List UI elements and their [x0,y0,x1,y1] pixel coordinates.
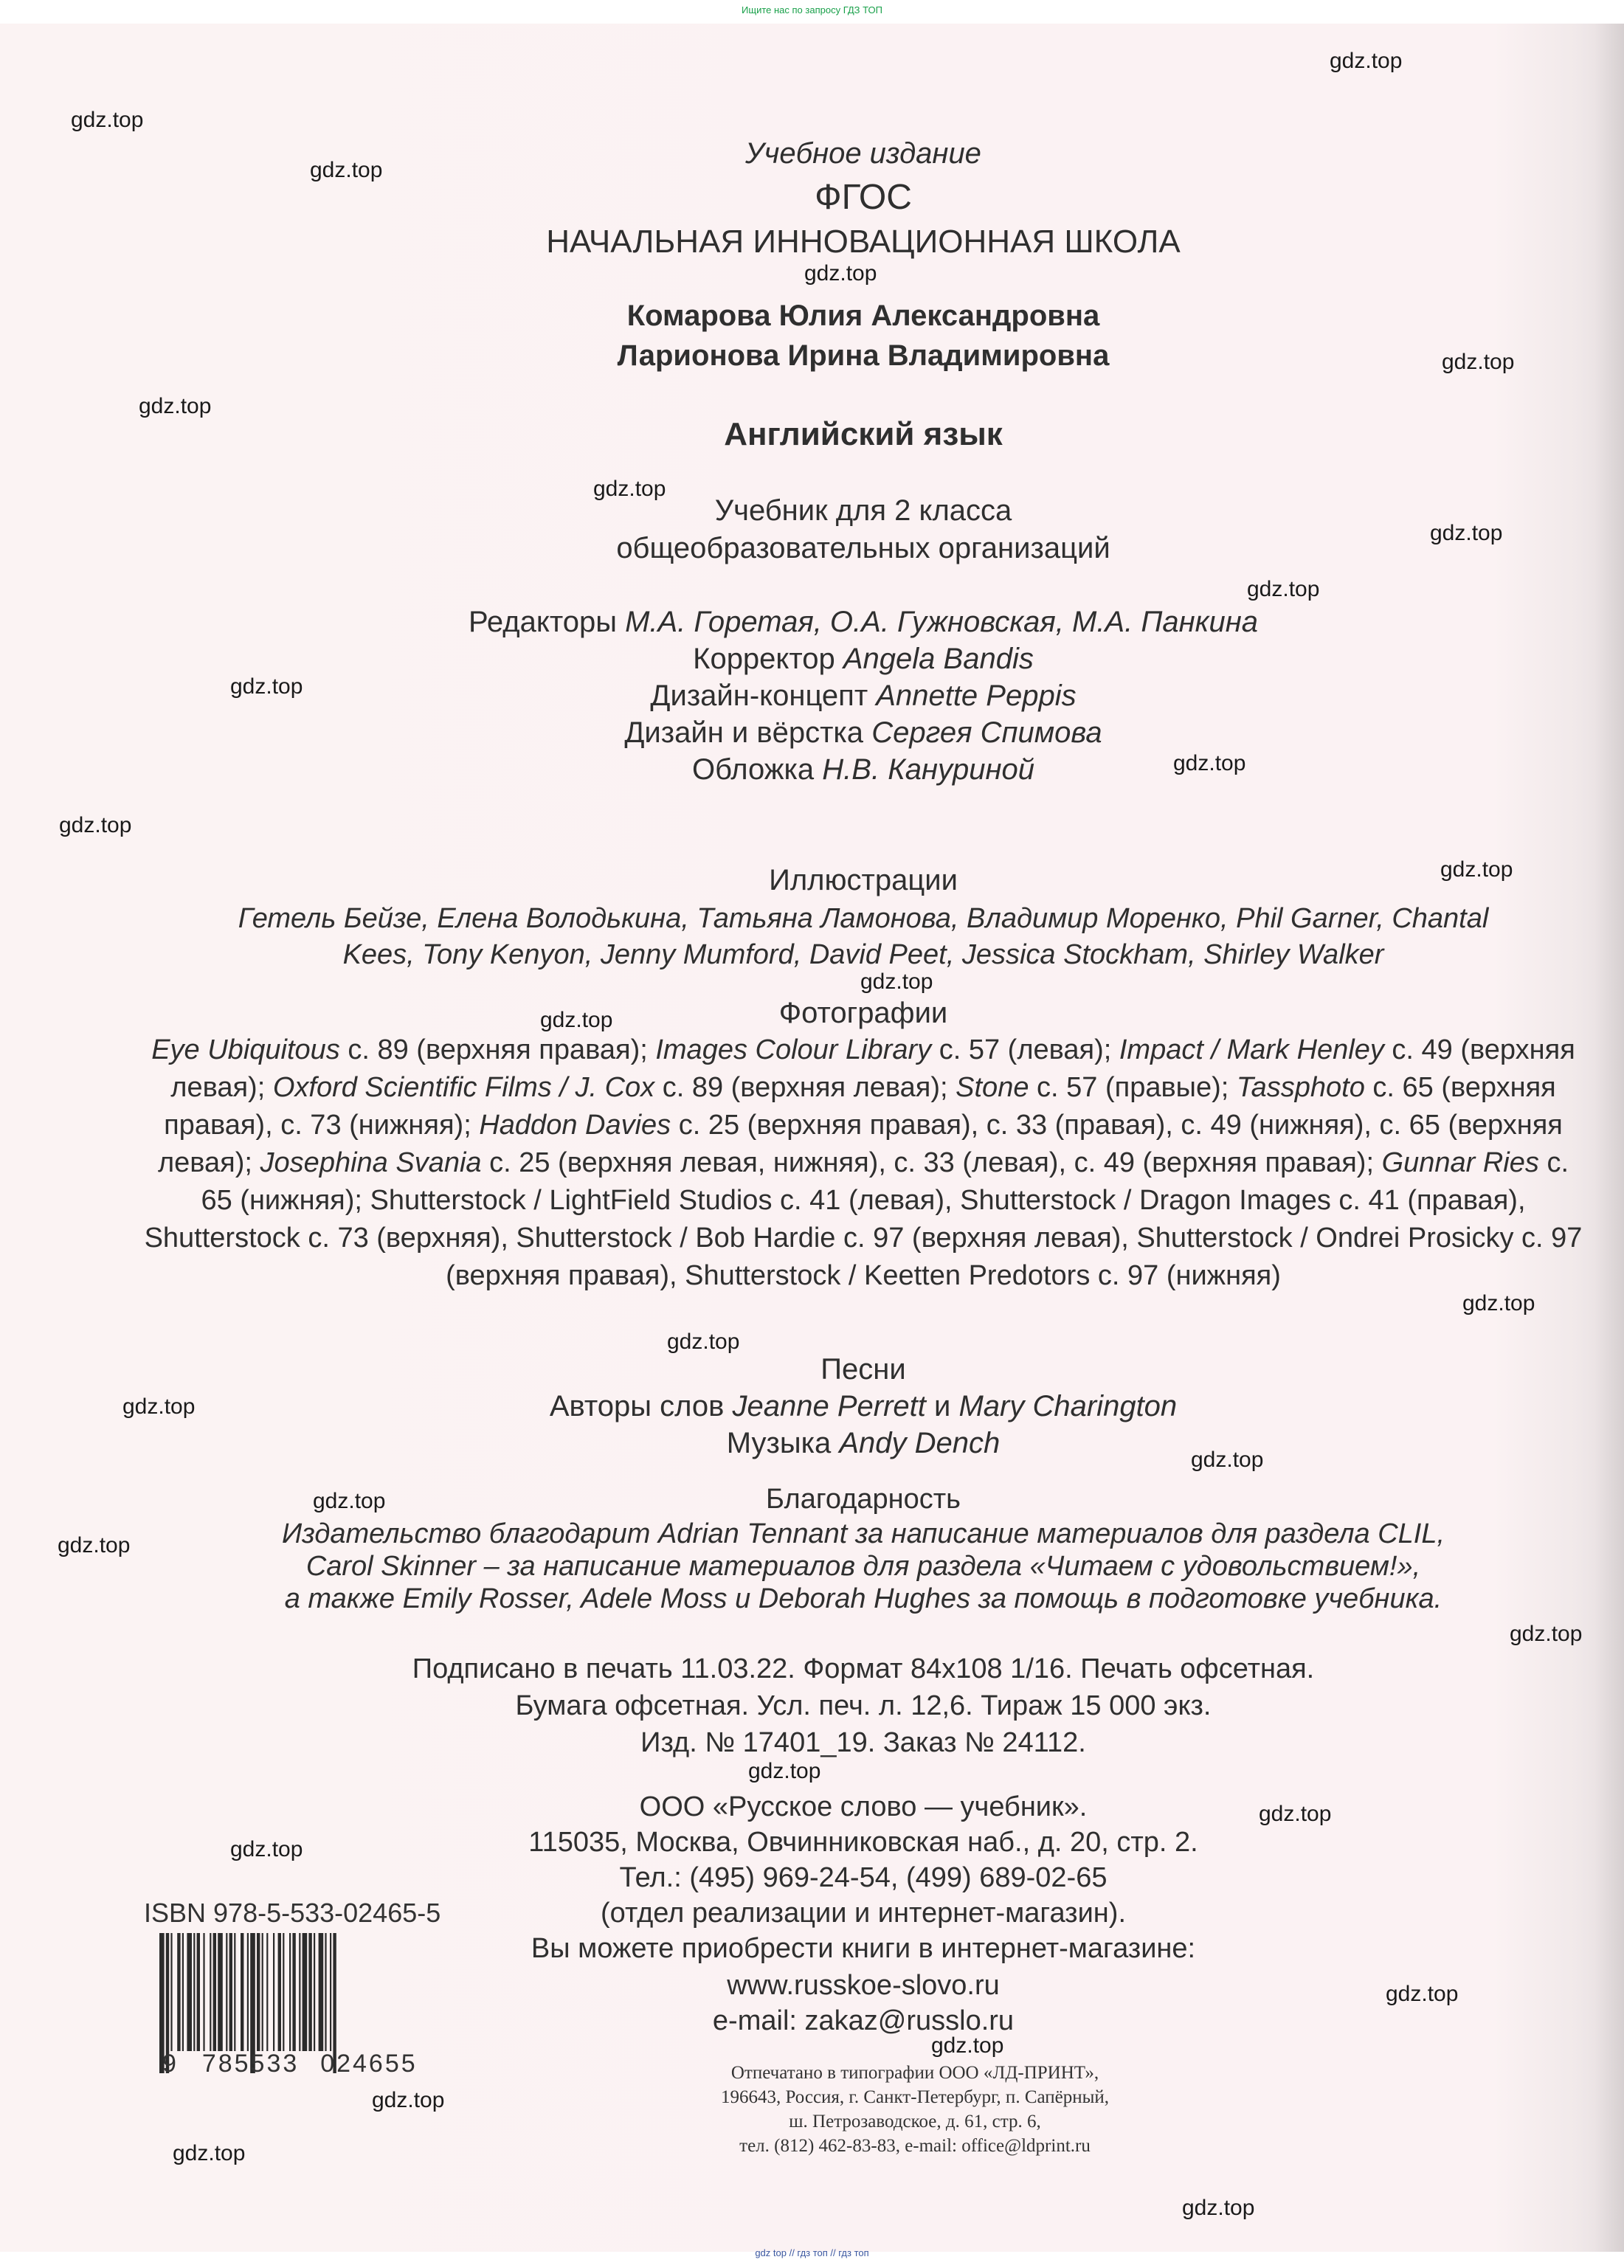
credit-editors-names: М.А. Горетая, О.А. Гужновская, М.А. Панкина [625,606,1258,638]
barcode-bar [257,1933,260,2051]
photo-credit-source: Tassphoto [1236,1072,1365,1103]
printer-line-1: Отпечатано в типографии ООО «ЛД-ПРИНТ», [730,2063,1099,2083]
publisher-phones: Тел.: (495) 969-24-54, (499) 689-02-65 [619,1862,1108,1893]
barcode-bar [226,1933,227,2051]
watermark: gdz.top [230,1837,303,1861]
watermark: gdz.top [1510,1622,1583,1646]
watermark: gdz.top [1182,2196,1255,2220]
songs-music-label: Музыка [726,1427,832,1459]
isbn-label: ISBN 978-5-533-02465-5 [144,1898,441,1928]
watermark: gdz.top [58,1533,131,1557]
credit-corrector [118,643,1609,676]
standard-label: ФГОС [815,178,912,217]
songs-lyrics-label: Авторы слов [549,1390,725,1422]
watermark: gdz.top [1442,350,1515,374]
watermark: gdz.top [860,969,933,994]
watermark: gdz.top [1462,1291,1535,1315]
barcode-bar [283,1933,284,2051]
photo-credit-source: Haddon Davies [479,1110,671,1141]
watermark: gdz.top [1440,857,1513,882]
watermark: gdz.top [667,1330,740,1354]
edition-type: Учебное издание [745,137,981,170]
barcode-bar [177,1933,180,2051]
watermark: gdz.top [1386,1982,1459,2006]
watermark: gdz.top [804,261,877,286]
author-1: Комарова Юлия Александровна [626,300,1100,332]
barcode-bar [299,1933,300,2051]
barcode-bar [229,1933,232,2051]
watermark: gdz.top [139,394,212,418]
barcode-bar [278,1933,281,2051]
credit-layout-name: Сергея Спимова [871,716,1102,749]
photo-credit-source: Oxford Scientific Films / J. Cox [272,1072,655,1103]
photo-credit-source: Images Colour Library [655,1034,932,1065]
publisher-address: 115035, Москва, Овчинниковская наб., д. 20, стр. 2. [528,1827,1198,1858]
publisher-name: ООО «Русское слово — учебник». [639,1791,1088,1822]
barcode-bar [314,1933,315,2051]
watermark: gdz.top [593,477,666,501]
publisher-email[interactable]: e-mail: zakaz@russlo.ru [712,2005,1015,2036]
watermark: gdz.top [931,2033,1004,2058]
illustrations-line-1: Гетель Бейзе, Елена Володькина, Татьяна Ламонова, Владимир Моренко, Phil Garner, Chantal [238,903,1489,934]
barcode-bar [308,1933,311,2051]
photo-credit-pages: с. 89 (верхняя левая); [654,1072,956,1103]
imprint-line-3: Изд. № 17401_19. Заказ № 24112. [640,1727,1086,1758]
book-title: Английский язык [724,416,1003,452]
printer-info [561,2061,1269,2158]
watermark: gdz.top [1430,521,1503,545]
publisher-website[interactable]: www.russkoe-slovo.ru [727,1970,1000,2001]
photo-credit-source: Impact / Mark Henley [1119,1034,1384,1065]
thanks-heading: Благодарность [766,1484,961,1515]
photo-credits [140,1031,1586,1295]
bottom-search-note[interactable]: gdz top // гдз топ // гдз топ [755,2247,869,2258]
printer-line-2: 196643, Россия, г. Санкт-Петербург, п. Сапёрный, [720,2087,1110,2107]
barcode-bar [319,1933,324,2051]
barcode-digits-group-2: 024655 [320,2050,418,2078]
credit-editors [118,606,1609,639]
photo-credit-pages: с. 65 (верхняя правая), с. 73 (нижняя); [164,1072,1556,1141]
songs-lyrics-author-2: Mary Charington [958,1390,1178,1422]
author-2: Ларионова Ирина Владимировна [617,339,1110,372]
illustrations-line-2: Kees, Tony Kenyon, Jenny Mumford, David Peet, Jessica Stockham, Shirley Walker [342,939,1384,970]
thanks-line-2: Carol Skinner – за написание материалов для раздела «Читаем с удовольствием!», [305,1551,1421,1582]
watermark: gdz.top [540,1008,613,1032]
watermark: gdz.top [122,1394,196,1419]
illustrations-heading: Иллюстрации [769,864,958,896]
watermark: gdz.top [59,813,132,837]
watermark: gdz.top [748,1759,821,1783]
watermark: gdz.top [1259,1802,1332,1826]
credit-layout [118,716,1609,750]
credit-design-concept [118,680,1609,713]
songs-music-author: Andy Dench [839,1427,1001,1459]
barcode-bar [241,1933,243,2051]
photo-credit-pages: с. 57 (левая); [931,1034,1119,1065]
watermark: gdz.top [230,674,303,699]
printer-line-3: ш. Петрозаводское, д. 61, стр. 6, [789,2112,1041,2132]
barcode-bar [292,1933,295,2051]
barcode-bar [266,1933,268,2051]
imprint-line-2: Бумага офсетная. Усл. печ. л. 12,6. Тираж 15 000 экз. [515,1690,1212,1721]
photos-heading: Фотографии [778,997,948,1029]
watermark: gdz.top [313,1489,386,1513]
credit-cover-name: Н.В. Кануриной [822,753,1035,786]
photo-credit-pages: с. 89 (верхняя правая); [339,1034,656,1065]
series-title: НАЧАЛЬНАЯ ИННОВАЦИОННАЯ ШКОЛА [546,224,1181,260]
credit-cover [118,753,1609,786]
watermark: gdz.top [1247,577,1320,601]
credit-corrector-label: Корректор [693,643,835,675]
watermark: gdz.top [1173,751,1246,775]
watermark: gdz.top [1191,1448,1264,1472]
photo-credit-pages: с. 57 (правые); [1029,1072,1237,1103]
barcode-bar [330,1933,331,2051]
publisher-shop: Вы можете приобрести книги в интернет-магазине: [531,1933,1196,1964]
watermark: gdz.top [1330,49,1403,73]
photo-credit-pages: с. 25 (верхняя левая, нижняя), с. 33 (левая), с. 49 (верхняя правая); [481,1147,1382,1178]
barcode-bar [187,1933,192,2051]
songs-lyrics [118,1390,1609,1423]
songs-heading: Песни [820,1353,906,1386]
barcode-bar [170,1933,172,2051]
barcode-bar [262,1933,263,2051]
barcode-bar [197,1933,200,2051]
barcode-bar [213,1933,216,2051]
barcode-bar [289,1933,291,2051]
watermark: gdz.top [372,2088,445,2112]
barcode-bar [182,1933,184,2051]
barcode-digits-group-1: 785533 [201,2050,300,2078]
thanks-line-3: а также Emily Rosser, Adele Moss и Deborah Hughes за помощь в подготовке учебника. [284,1583,1442,1614]
barcode-bar [273,1933,274,2051]
barcode-digit-lead: 9 [162,2050,176,2078]
watermark: gdz.top [71,108,144,132]
subtitle-line-1: Учебник для 2 класса [714,494,1012,527]
publisher-phones-note: (отдел реализации и интернет-магазин). [601,1898,1126,1929]
barcode-digits [162,2050,418,2078]
photo-credit-pages: с. 25 (верхняя правая), с. 33 (правая), с. 49 (нижняя), с. 65 (верхняя левая); [157,1110,1563,1178]
photo-credit-source: Eye Ubiquitous [151,1034,340,1065]
imprint-line-1: Подписано в печать 11.03.22. Формат 84х108 1/16. Печать офсетная. [412,1653,1315,1684]
songs-lyrics-author-1: Jeanne Perrett [732,1390,926,1422]
barcode-bar [218,1933,223,2051]
barcode-bar [203,1933,204,2051]
photo-credit-pages: с. 49 (верхняя левая); [170,1034,1575,1103]
barcode-bar [303,1933,308,2051]
photo-credit-source: Stone [956,1072,1029,1103]
printer-line-4: тел. (812) 462-83-83, e-mail: office@ldprint.ru [739,2136,1091,2156]
barcode-bar [210,1933,211,2051]
photo-credit-source: Gunnar Ries [1381,1147,1539,1178]
songs-and: и [934,1390,951,1422]
credit-cover-label: Обложка [691,753,815,786]
photo-credit-pages: с. 65 (нижняя); Shutterstock / LightField Studios с. 41 (левая), Shutterstock / Dragon Images с. 41 (правая), Shutterstock с. 73 (верхняя), Shutterstock / Bob Hardie с. 97 (верхняя левая), Shutterstock / Ondrei Prosicky с. 97 (верхняя правая), Shutterstock / Keetten Predotors с. 97 (нижняя) [144,1147,1583,1291]
barcode-bar [234,1933,235,2051]
subtitle-line-2: общеобразовательных организаций [616,532,1110,564]
barcode-bar [193,1933,195,2051]
top-search-note[interactable]: Ищите нас по запросу ГДЗ ТОП [742,4,882,15]
credit-design-concept-name: Annette Peppis [876,680,1077,712]
watermark: gdz.top [173,2141,246,2165]
watermark: gdz.top [310,158,383,182]
credit-editors-label: Редакторы [469,606,617,638]
barcode-bar [247,1933,249,2051]
credit-layout-label: Дизайн и вёрстка [624,716,864,749]
photo-credit-source: Josephina Svania [260,1147,482,1178]
thanks-line-1: Издательство благодарит Adrian Tennant за написание материалов для раздела CLIL, [281,1518,1445,1549]
credit-corrector-name: Angela Bandis [843,643,1034,675]
songs-music [118,1427,1609,1460]
credit-design-concept-label: Дизайн-концепт [650,680,868,712]
barcode-bar [325,1933,326,2051]
